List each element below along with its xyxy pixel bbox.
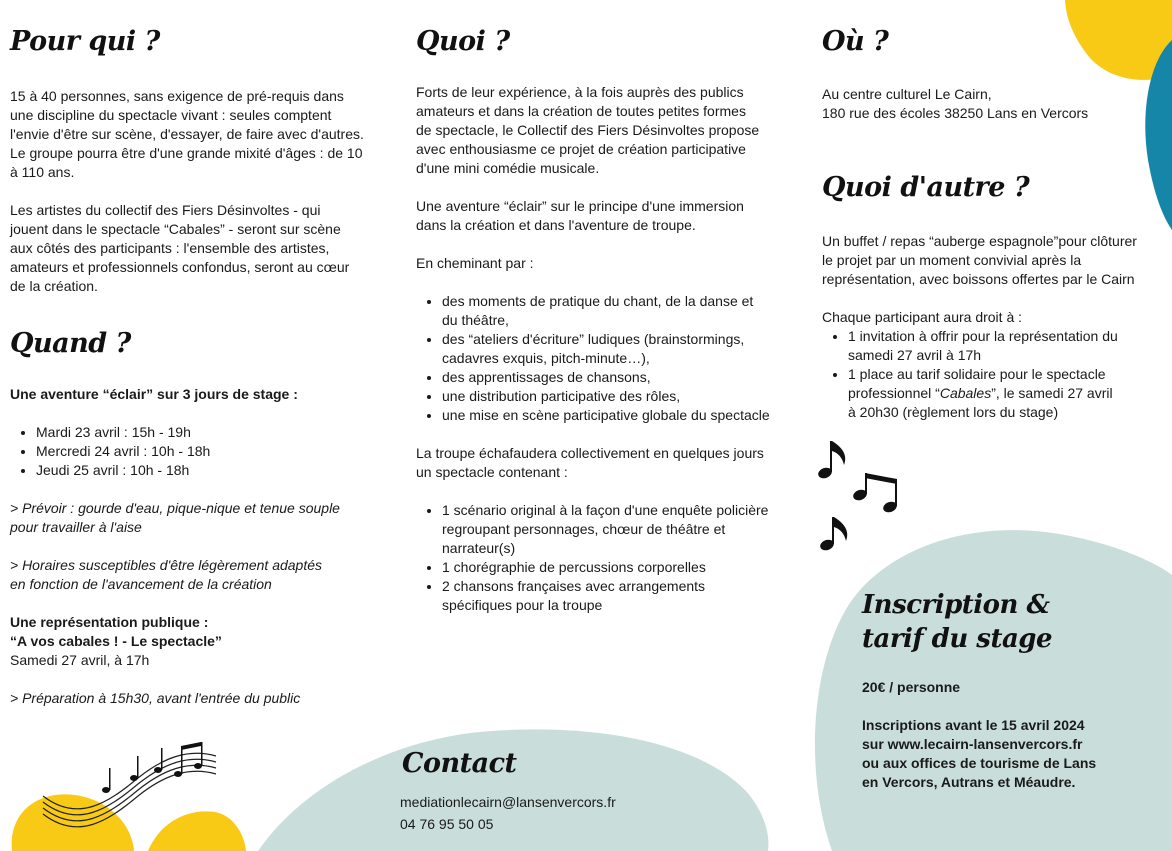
text-line: Le groupe pourra être d'une grande mixité d'âges : de 10 xyxy=(10,145,363,161)
inscription-line[interactable]: sur www.lecairn-lansenvercors.fr xyxy=(862,736,1083,752)
quoi-heading: Quoi ? xyxy=(416,26,510,57)
list-item: • Jeudi 25 avril : 10h - 18h xyxy=(36,461,385,480)
text-line: à 110 ans. xyxy=(10,164,75,180)
text-line: Les artistes du collectif des Fiers Désinvoltes - qui xyxy=(10,202,321,218)
text-line: Au centre culturel Le Cairn, xyxy=(822,86,992,102)
list-item: • Mercredi 24 avril : 10h - 18h xyxy=(36,442,385,461)
text-line: En cheminant par : xyxy=(416,255,534,271)
list-item: • des “ateliers d'écriture” ludiques (brainstormings, cadavres exquis, pitch-minute…), xyxy=(442,330,796,368)
list-item: • des moments de pratique du chant, de la danse et du théâtre, xyxy=(442,292,796,330)
inscription-section xyxy=(862,588,1162,792)
text-line: Un buffet / repas “auberge espagnole”pour clôturer xyxy=(822,233,1137,249)
activities-list xyxy=(416,292,796,425)
list-item: • des apprentissages de chansons, xyxy=(442,368,796,387)
text-line: un spectacle contenant : xyxy=(416,464,568,480)
text-line: amateurs et professionnels confondus, seront au cœur xyxy=(10,259,350,275)
inscription-heading: Inscription & tarif du stage xyxy=(862,590,1053,654)
stage-intro: Une aventure “éclair” sur 3 jours de stage : xyxy=(10,386,298,402)
contact-phone[interactable]: 04 76 95 50 05 xyxy=(400,816,494,832)
text-line: le projet par un moment convivial après la xyxy=(822,252,1082,268)
contact-info xyxy=(400,793,616,834)
music-staff-icon xyxy=(38,738,228,828)
quand-heading: Quand ? xyxy=(10,328,131,359)
benefits-list xyxy=(822,327,1167,422)
ou-heading: Où ? xyxy=(822,26,889,57)
text-line: Chaque participant aura droit à : xyxy=(822,309,1023,325)
text-line: avec enthousiasme ce projet de création participative xyxy=(416,141,746,157)
quoi-text xyxy=(416,83,796,615)
contact-email[interactable]: mediationlecairn@lansenvercors.fr xyxy=(400,794,616,810)
inscription-line: Inscriptions avant le 15 avril 2024 xyxy=(862,717,1085,733)
text-line: 180 rue des écoles 38250 Lans en Vercors xyxy=(822,105,1089,121)
text-line: aux côtés des participants : l'ensemble des artistes, xyxy=(10,240,330,256)
list-item: • 1 place au tarif solidaire pour le spectacle professionnel “Cabales”, le samedi 27 avril à 20h30 (règlement lors du stage) xyxy=(848,365,1167,422)
content-list xyxy=(416,501,796,615)
text-line: de spectacle, le Collectif des Fiers Désinvoltes propose xyxy=(416,122,760,138)
pour-qui-text xyxy=(10,87,385,296)
note-line: > Préparation à 15h30, avant l'entrée du public xyxy=(10,690,301,706)
representation-title: Une représentation publique : xyxy=(10,614,209,630)
days-list xyxy=(10,423,385,480)
list-item: • une distribution participative des rôles, xyxy=(442,387,796,406)
pour-qui-heading: Pour qui ? xyxy=(10,26,160,57)
contact-heading: Contact xyxy=(402,748,517,779)
list-item: • 1 chorégraphie de percussions corporelles xyxy=(442,558,796,577)
ou-text xyxy=(822,85,1162,123)
note-line: > Prévoir : gourde d'eau, pique-nique et tenue souple xyxy=(10,500,340,516)
quoi-autre-heading: Quoi d'autre ? xyxy=(822,172,1030,203)
text-line: d'une mini comédie musicale. xyxy=(416,160,600,176)
representation-name: “A vos cabales ! - Le spectacle” xyxy=(10,633,222,649)
inscription-line: ou aux offices de tourisme de Lans xyxy=(862,755,1097,771)
text-line: de la création. xyxy=(10,278,98,294)
text-line: Forts de leur expérience, à la fois auprès des publics xyxy=(416,84,744,100)
representation-date: Samedi 27 avril, à 17h xyxy=(10,652,150,668)
text-line: représentation, avec boissons offertes par le Cairn xyxy=(822,271,1135,287)
text-line: jouent dans le spectacle “Cabales” - seront sur scène xyxy=(10,221,341,237)
music-notes-icon xyxy=(812,435,912,560)
list-item: • 2 chansons françaises avec arrangements spécifiques pour la troupe xyxy=(442,577,796,615)
text-line: La troupe échafaudera collectivement en quelques jours xyxy=(416,445,764,461)
text-line: l'envie d'être sur scène, d'essayer, de faire avec d'autres. xyxy=(10,126,364,142)
price: 20€ / personne xyxy=(862,679,961,695)
quand-text xyxy=(10,385,385,708)
quoi-autre-text xyxy=(822,232,1167,422)
text-line: amateurs et dans la création de toutes petites formes xyxy=(416,103,746,119)
text-line: une discipline du spectacle vivant : seules comptent xyxy=(10,107,332,123)
text-line: dans la création et dans l'aventure de troupe. xyxy=(416,217,696,233)
list-item: • une mise en scène participative globale du spectacle xyxy=(442,406,796,425)
text-line: 15 à 40 personnes, sans exigence de pré-requis dans xyxy=(10,88,344,104)
note-line: > Horaires susceptibles d'être légèrement adaptés xyxy=(10,557,323,573)
list-item: • 1 scénario original à la façon d'une enquête policière regroupant personnages, chœur de théâtre et narrateur(s) xyxy=(442,501,796,558)
note-line: en fonction de l'avancement de la création xyxy=(10,576,272,592)
list-item: • Mardi 23 avril : 15h - 19h xyxy=(36,423,385,442)
text-line: Une aventure “éclair” sur le principe d'une immersion xyxy=(416,198,744,214)
inscription-line: en Vercors, Autrans et Méaudre. xyxy=(862,774,1076,790)
list-item: • 1 invitation à offrir pour la représentation du samedi 27 avril à 17h xyxy=(848,327,1167,365)
note-line: pour travailler à l'aise xyxy=(10,519,142,535)
